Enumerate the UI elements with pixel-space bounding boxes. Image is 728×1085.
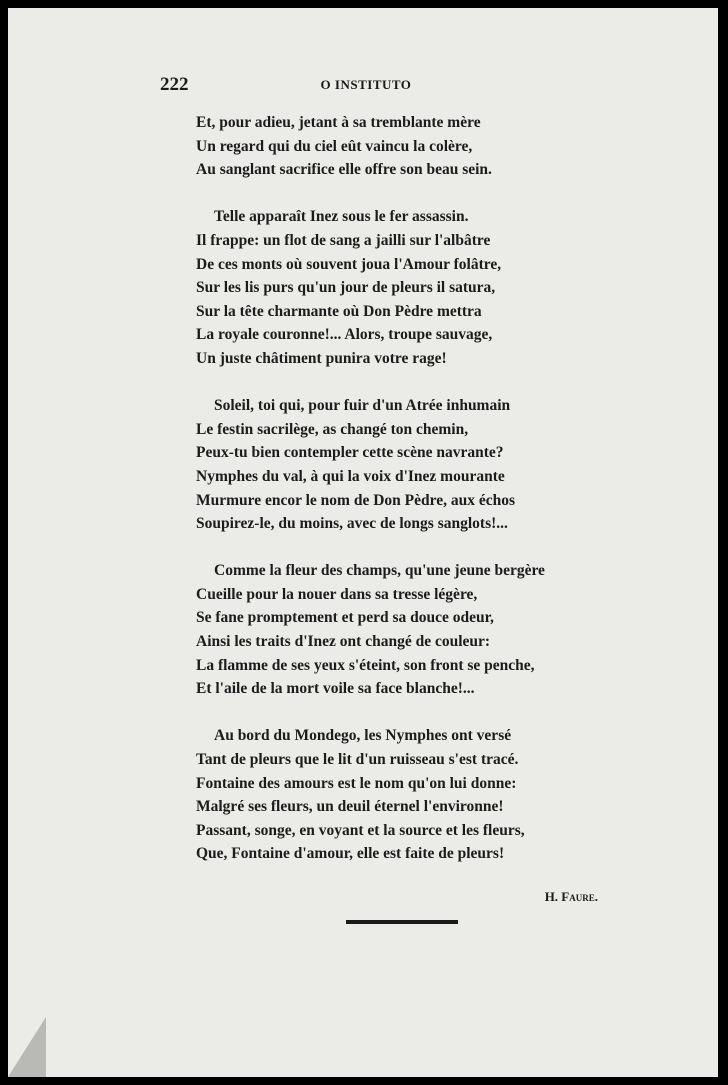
poem-line: Passant, songe, en voyant et la source et les fleurs, <box>196 821 525 839</box>
poem-line: Fontaine des amours est le nom qu'on lui donne: <box>196 774 517 792</box>
page-fold-corner <box>8 1017 46 1077</box>
poem-line: De ces monts où souvent joua l'Amour folâtre, <box>196 255 502 273</box>
running-title: O INSTITUTO <box>320 77 412 92</box>
poem-line: La flamme de ses yeux s'éteint, son front se penche, <box>196 656 535 674</box>
poem-line: Sur la tête charmante où Don Pèdre mettra <box>196 302 482 320</box>
page-header <box>160 74 572 98</box>
poem-line: Soupirez-le, du moins, avec de longs sanglots!... <box>196 515 508 533</box>
poem-line: La royale couronne!... Alors, troupe sauvage, <box>196 326 493 344</box>
poem-line: Sur les lis purs qu'un jour de pleurs il satura, <box>196 279 496 297</box>
poem-line: Ainsi les traits d'Inez ont changé de couleur: <box>196 633 491 651</box>
poem-line: Comme la fleur des champs, qu'une jeune bergère <box>214 562 545 580</box>
poem-line: Au sanglant sacrifice elle offre son beau sein. <box>196 161 492 179</box>
poem-line: Nymphes du val, à qui la voix d'Inez mourante <box>196 467 505 485</box>
poem-line: Cueille pour la nouer dans sa tresse légère, <box>196 585 478 603</box>
stanza-1 <box>196 111 596 182</box>
poem-line: Un regard qui du ciel eût vaincu la colère, <box>196 137 473 155</box>
stanza-3 <box>196 394 596 536</box>
poem-line: Au bord du Mondego, les Nymphes ont versé <box>214 727 512 745</box>
poem-line: Le festin sacrilège, as changé ton chemin, <box>196 420 469 438</box>
poem-line: Se fane promptement et perd sa douce odeur, <box>196 609 494 627</box>
poem-line: Et, pour adieu, jetant à sa tremblante mère <box>196 114 481 131</box>
poem-line: Murmure encor le nom de Don Pèdre, aux échos <box>196 491 516 509</box>
end-rule <box>346 920 458 924</box>
stanza-4 <box>196 559 596 701</box>
stanza-5 <box>196 724 596 866</box>
poem-line: Il frappe: un flot de sang a jailli sur l'albâtre <box>196 231 491 249</box>
poem <box>196 111 596 890</box>
poem-line: Telle apparaît Inez sous le fer assassin. <box>214 208 469 226</box>
poem-line: Peux-tu bien contempler cette scène navrante? <box>196 444 504 462</box>
stanza-2 <box>196 205 596 370</box>
poem-line: Un juste châtiment punira votre rage! <box>196 349 447 367</box>
page-number: 222 <box>160 74 189 95</box>
poem-line: Soleil, toi qui, pour fuir d'un Atrée inhumain <box>214 397 511 415</box>
poem-line: Que, Fontaine d'amour, elle est faite de pleurs! <box>196 845 505 863</box>
poem-line: Et l'aile de la mort voile sa face blanche!... <box>196 680 475 698</box>
poem-line: Malgré ses fleurs, un deuil éternel l'environne! <box>196 798 504 816</box>
book-page <box>8 8 718 1077</box>
poem-line: Tant de pleurs que le lit d'un ruisseau s'est tracé. <box>196 751 519 769</box>
author-signature: H. Faure. <box>544 889 598 904</box>
